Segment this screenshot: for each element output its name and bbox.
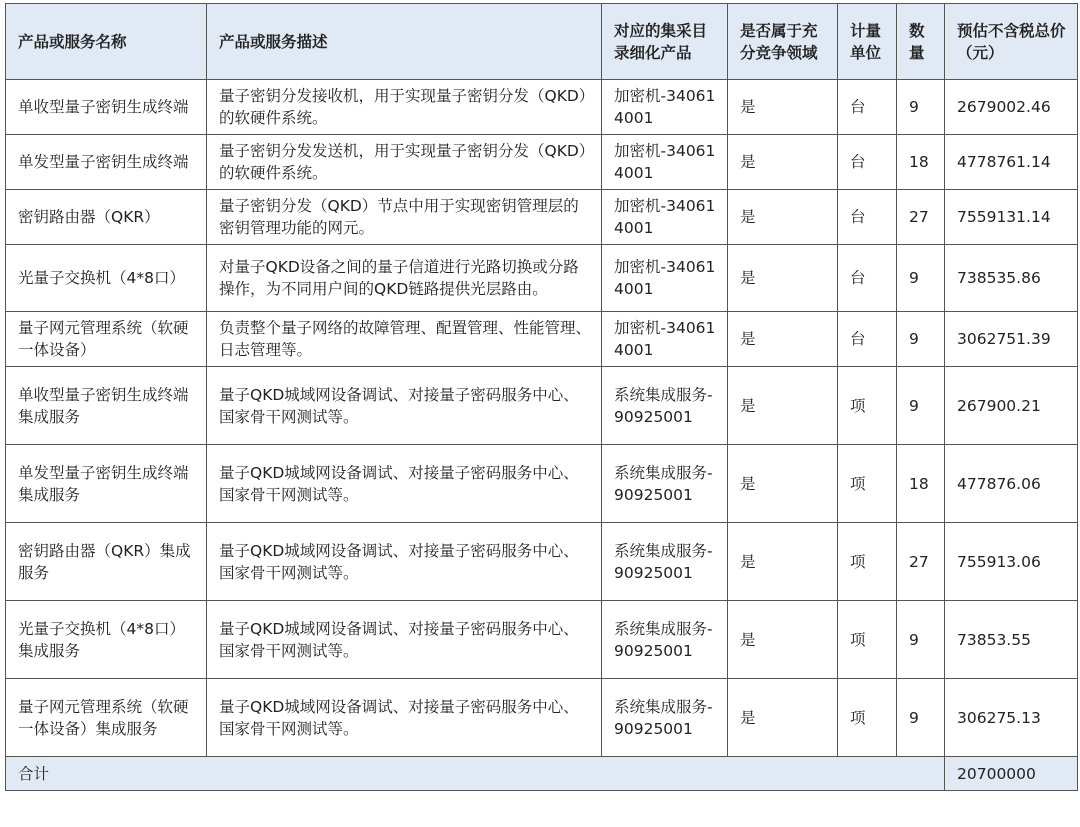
cell-quantity: 18 xyxy=(897,445,945,523)
cell-competitive: 是 xyxy=(728,445,838,523)
cell-price: 73853.55 xyxy=(945,601,1078,679)
cell-unit: 台 xyxy=(838,312,897,367)
cell-description: 量子QKD城域网设备调试、对接量子密码服务中心、国家骨干网测试等。 xyxy=(207,523,602,601)
header-unit: 计量单位 xyxy=(838,4,897,80)
cell-description: 量子QKD城域网设备调试、对接量子密码服务中心、国家骨干网测试等。 xyxy=(207,601,602,679)
cell-quantity: 27 xyxy=(897,190,945,245)
cell-price: 267900.21 xyxy=(945,367,1078,445)
cell-competitive: 是 xyxy=(728,601,838,679)
table-row xyxy=(6,445,1078,523)
cell-unit: 台 xyxy=(838,80,897,135)
cell-quantity: 9 xyxy=(897,312,945,367)
cell-name: 单收型量子密钥生成终端集成服务 xyxy=(6,367,207,445)
header-catalog: 对应的集采目录细化产品 xyxy=(602,4,728,80)
cell-price: 7559131.14 xyxy=(945,190,1078,245)
cell-competitive: 是 xyxy=(728,367,838,445)
cell-competitive: 是 xyxy=(728,80,838,135)
cell-catalog: 加密机-340614001 xyxy=(602,80,728,135)
cell-competitive: 是 xyxy=(728,135,838,190)
table-row xyxy=(6,367,1078,445)
table-row xyxy=(6,245,1078,312)
cell-unit: 台 xyxy=(838,245,897,312)
table-row xyxy=(6,312,1078,367)
header-description: 产品或服务描述 xyxy=(207,4,602,80)
cell-description: 量子密钥分发接收机，用于实现量子密钥分发（QKD）的软硬件系统。 xyxy=(207,80,602,135)
cell-price: 2679002.46 xyxy=(945,80,1078,135)
cell-catalog: 系统集成服务-90925001 xyxy=(602,679,728,757)
cell-unit: 项 xyxy=(838,367,897,445)
table-row xyxy=(6,601,1078,679)
cell-price: 738535.86 xyxy=(945,245,1078,312)
cell-competitive: 是 xyxy=(728,312,838,367)
cell-name: 单发型量子密钥生成终端 xyxy=(6,135,207,190)
total-label: 合计 xyxy=(6,757,945,791)
procurement-table xyxy=(5,3,1078,791)
cell-quantity: 9 xyxy=(897,80,945,135)
cell-catalog: 系统集成服务-90925001 xyxy=(602,601,728,679)
cell-quantity: 9 xyxy=(897,679,945,757)
cell-quantity: 9 xyxy=(897,367,945,445)
cell-name: 量子网元管理系统（软硬一体设备） xyxy=(6,312,207,367)
cell-quantity: 9 xyxy=(897,601,945,679)
cell-price: 4778761.14 xyxy=(945,135,1078,190)
table-row xyxy=(6,80,1078,135)
total-row xyxy=(6,757,1078,791)
cell-name: 单发型量子密钥生成终端集成服务 xyxy=(6,445,207,523)
cell-catalog: 加密机-340614001 xyxy=(602,135,728,190)
total-value: 20700000 xyxy=(945,757,1078,791)
cell-name: 密钥路由器（QKR）集成服务 xyxy=(6,523,207,601)
table-row xyxy=(6,523,1078,601)
cell-catalog: 系统集成服务-90925001 xyxy=(602,523,728,601)
cell-price: 755913.06 xyxy=(945,523,1078,601)
cell-competitive: 是 xyxy=(728,523,838,601)
header-quantity: 数量 xyxy=(897,4,945,80)
header-row xyxy=(6,4,1078,80)
cell-description: 量子QKD城域网设备调试、对接量子密码服务中心、国家骨干网测试等。 xyxy=(207,679,602,757)
cell-description: 量子密钥分发发送机，用于实现量子密钥分发（QKD）的软硬件系统。 xyxy=(207,135,602,190)
cell-unit: 项 xyxy=(838,445,897,523)
header-competitive: 是否属于充分竞争领域 xyxy=(728,4,838,80)
cell-catalog: 加密机-340614001 xyxy=(602,312,728,367)
cell-name: 单收型量子密钥生成终端 xyxy=(6,80,207,135)
cell-unit: 项 xyxy=(838,601,897,679)
cell-description: 对量子QKD设备之间的量子信道进行光路切换或分路操作，为不同用户间的QKD链路提供光层路由。 xyxy=(207,245,602,312)
cell-catalog: 系统集成服务-90925001 xyxy=(602,445,728,523)
cell-catalog: 加密机-340614001 xyxy=(602,245,728,312)
header-price: 预估不含税总价（元） xyxy=(945,4,1078,80)
cell-quantity: 27 xyxy=(897,523,945,601)
cell-unit: 台 xyxy=(838,190,897,245)
cell-description: 负责整个量子网络的故障管理、配置管理、性能管理、日志管理等。 xyxy=(207,312,602,367)
header-name: 产品或服务名称 xyxy=(6,4,207,80)
cell-unit: 项 xyxy=(838,679,897,757)
cell-name: 密钥路由器（QKR） xyxy=(6,190,207,245)
cell-competitive: 是 xyxy=(728,190,838,245)
cell-unit: 台 xyxy=(838,135,897,190)
cell-description: 量子QKD城域网设备调试、对接量子密码服务中心、国家骨干网测试等。 xyxy=(207,445,602,523)
table-row xyxy=(6,135,1078,190)
table-row xyxy=(6,679,1078,757)
cell-catalog: 加密机-340614001 xyxy=(602,190,728,245)
cell-competitive: 是 xyxy=(728,679,838,757)
cell-description: 量子密钥分发（QKD）节点中用于实现密钥管理层的密钥管理功能的网元。 xyxy=(207,190,602,245)
table-row xyxy=(6,190,1078,245)
cell-unit: 项 xyxy=(838,523,897,601)
cell-price: 477876.06 xyxy=(945,445,1078,523)
cell-catalog: 系统集成服务-90925001 xyxy=(602,367,728,445)
cell-price: 306275.13 xyxy=(945,679,1078,757)
cell-name: 光量子交换机（4*8口）集成服务 xyxy=(6,601,207,679)
cell-quantity: 9 xyxy=(897,245,945,312)
cell-price: 3062751.39 xyxy=(945,312,1078,367)
cell-name: 量子网元管理系统（软硬一体设备）集成服务 xyxy=(6,679,207,757)
cell-competitive: 是 xyxy=(728,245,838,312)
cell-name: 光量子交换机（4*8口） xyxy=(6,245,207,312)
cell-quantity: 18 xyxy=(897,135,945,190)
cell-description: 量子QKD城域网设备调试、对接量子密码服务中心、国家骨干网测试等。 xyxy=(207,367,602,445)
